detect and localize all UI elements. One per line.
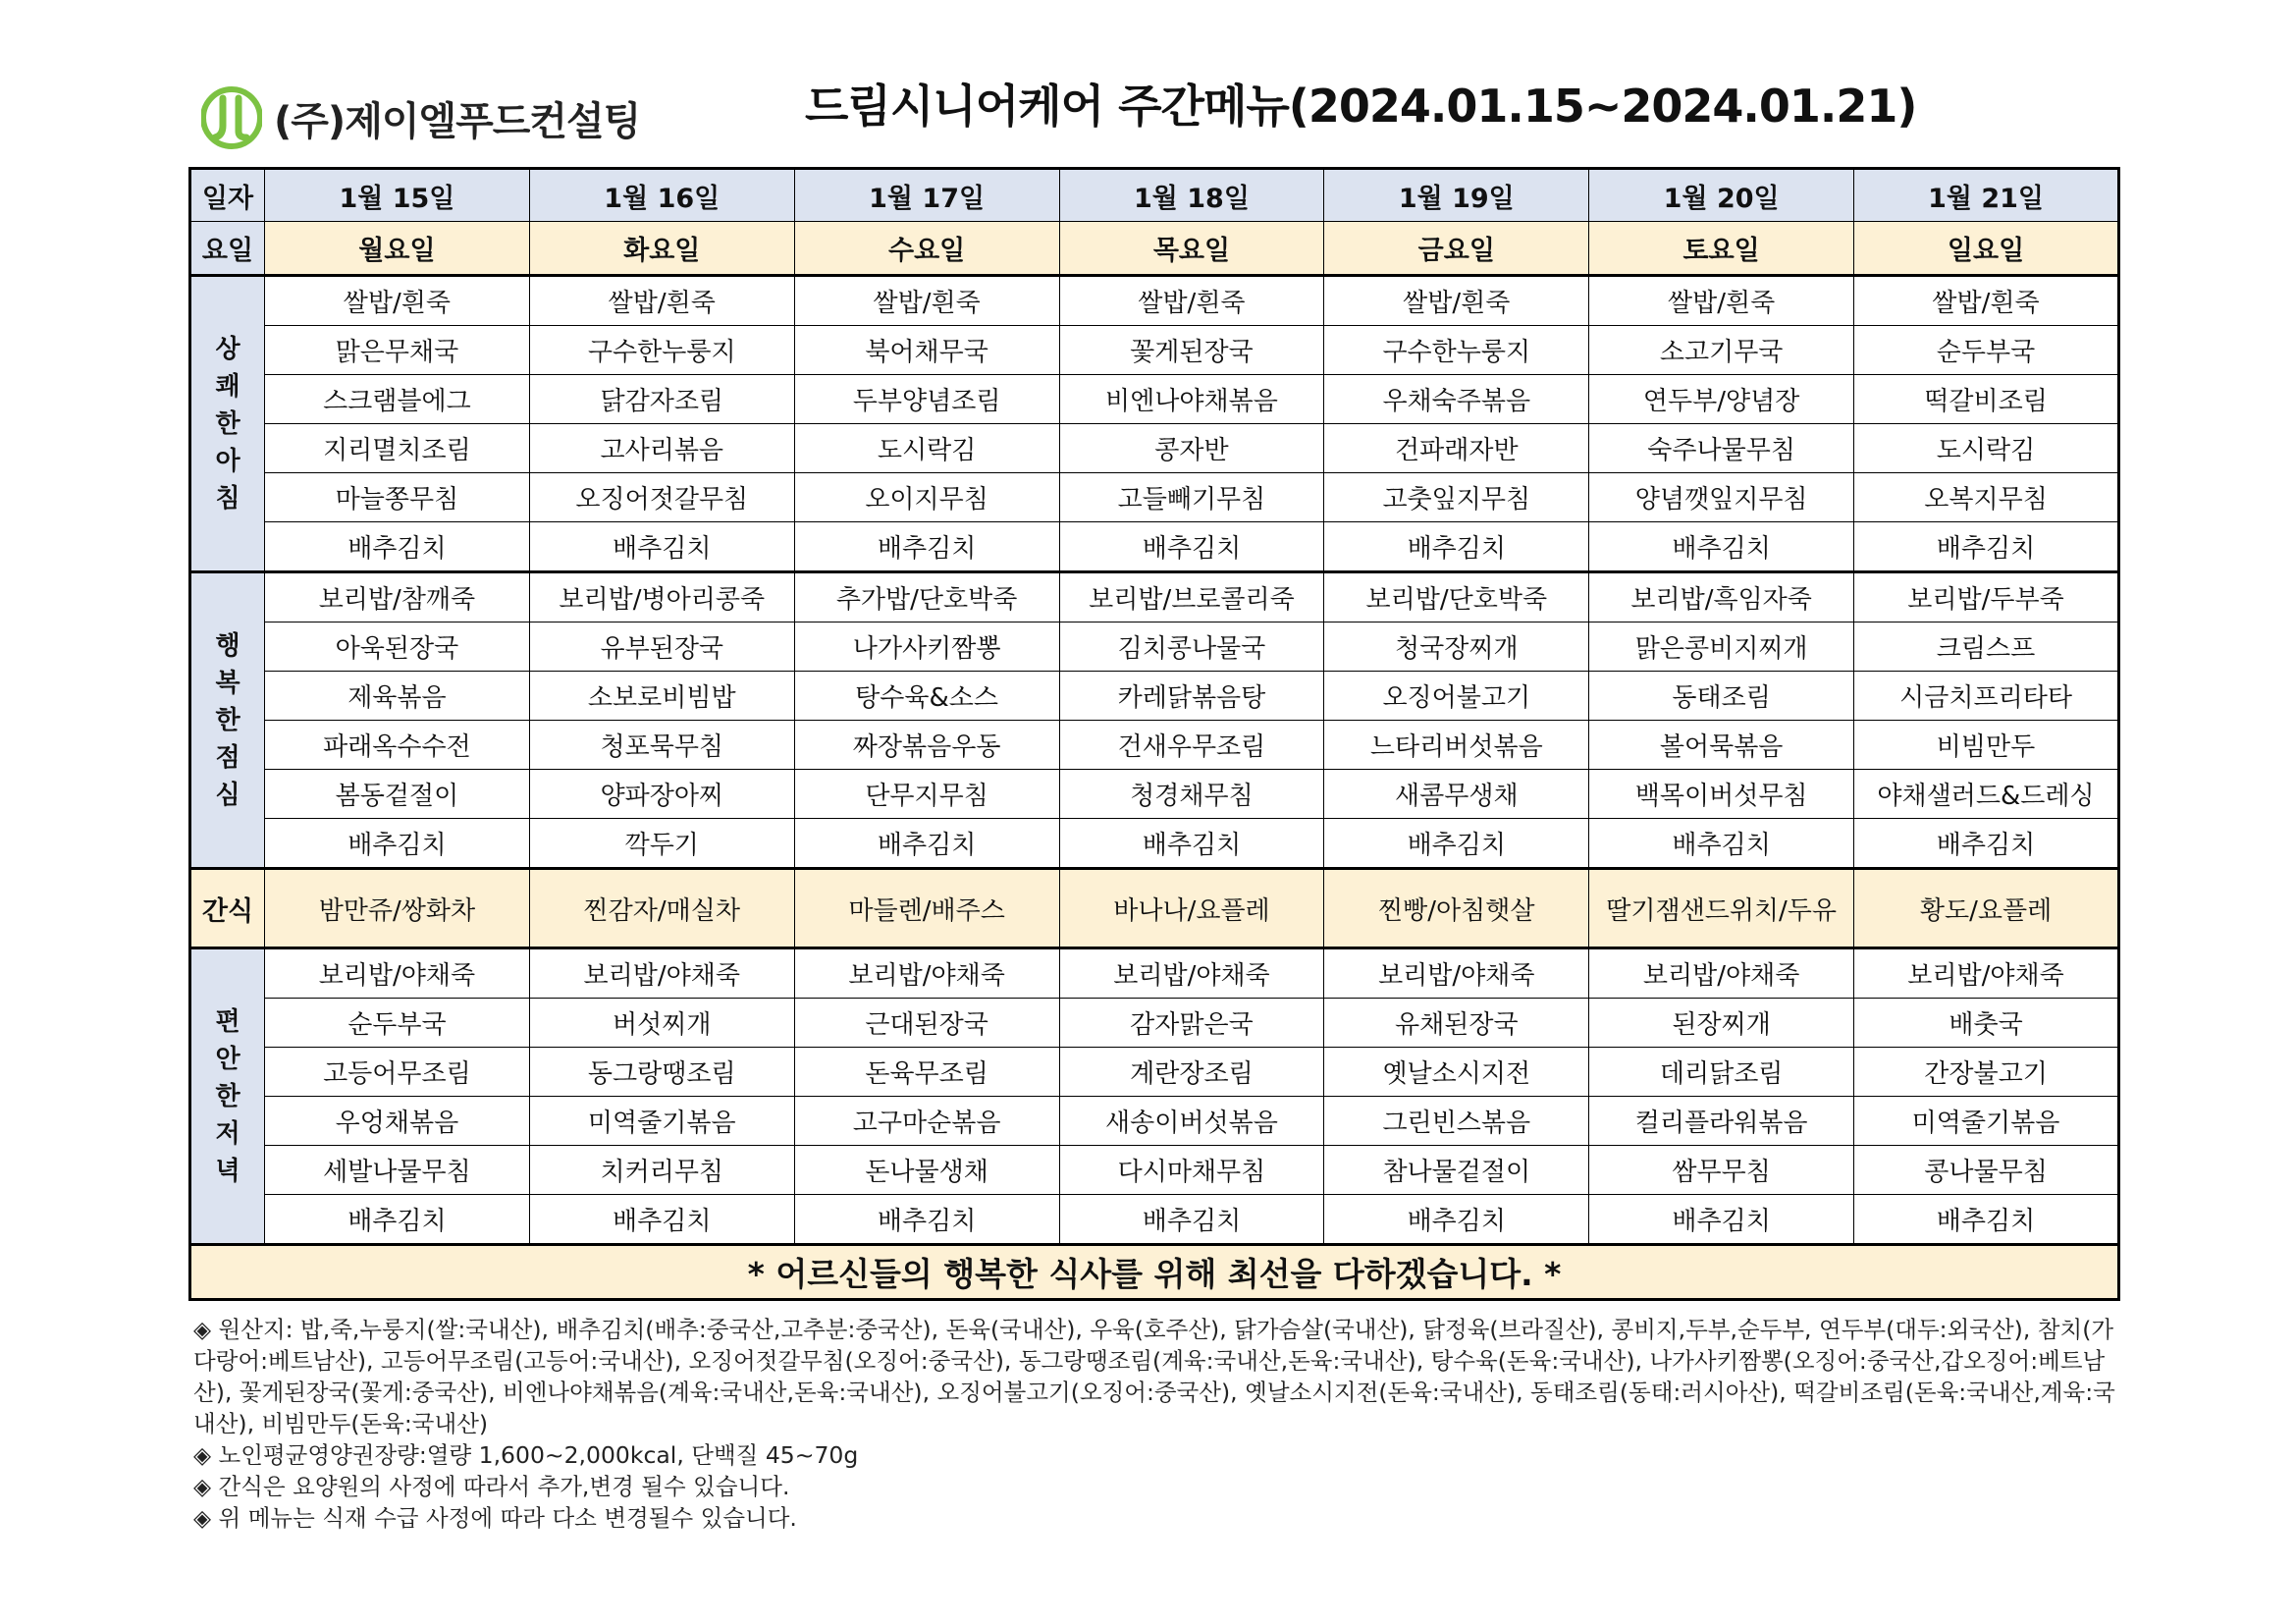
dinner-menu-item: 세발나물무침 (265, 1146, 530, 1195)
breakfast-label-char: 상 (215, 334, 240, 364)
breakfast-menu-item: 쌀밥/흰죽 (1059, 276, 1324, 326)
dinner-menu-item: 배춧국 (1854, 999, 2119, 1048)
lunch-menu-item: 맑은콩비지찌개 (1589, 623, 1854, 672)
dinner-menu-item: 배추김치 (1324, 1195, 1589, 1245)
dinner-menu-item: 치커리무침 (529, 1146, 794, 1195)
lunch-menu-item: 볼어묵볶음 (1589, 721, 1854, 770)
day-cell: 일요일 (1854, 222, 2119, 276)
dinner-menu-item: 유채된장국 (1324, 999, 1589, 1048)
lunch-menu-item: 느타리버섯볶음 (1324, 721, 1589, 770)
lunch-menu-item: 보리밥/병아리콩죽 (529, 572, 794, 623)
lunch-menu-item: 보리밥/두부죽 (1854, 572, 2119, 623)
breakfast-menu-item: 도시락김 (1854, 424, 2119, 473)
lunch-menu-item: 유부된장국 (529, 623, 794, 672)
lunch-menu-item: 배추김치 (794, 819, 1059, 869)
notes-section (193, 1314, 2117, 1534)
day-cell: 목요일 (1059, 222, 1324, 276)
dinner-row (190, 999, 2119, 1048)
dinner-menu-item: 보리밥/야채죽 (265, 948, 530, 999)
note-line: ◈ 원산지: 밥,죽,누룽지(쌀:국내산), 배추김치(배추:중국산,고추분:중국산), 돈육(국내산), 우육(호주산), 닭가슴살(국내산), 닭정육(브라질산), 콩비지,두부,순두부, 연두부(대두:외국산), 참치(가다랑어:베트남산), 고등어무조림(고등어:국내산), 오징어젓갈무침(오징어:중국산), 동그랑땡조림(계육:국내산,돈육:국내산), 탕수육(돈육:국내산), 나가사키짬뽕(오징어:중국산,갑오징어:베트남산), 꽃게된장국(꽃게:중국산), 비엔나야채볶음(계육:국내산,돈육:국내산), 오징어불고기(오징어:중국산), 옛날소시지전(돈육:국내산), 동태조림(동태:러시아산), 떡갈비조림(돈육:국내산,계육:국내산), 비빔만두(돈육:국내산) (193, 1316, 2115, 1437)
company-logo-icon (201, 81, 262, 155)
lunch-menu-item: 청국장찌개 (1324, 623, 1589, 672)
breakfast-menu-item: 고들빼기무침 (1059, 473, 1324, 522)
lunch-row (190, 623, 2119, 672)
breakfast-menu-item: 배추김치 (1854, 522, 2119, 572)
note-line: ◈ 노인평균영양권장량:열량 1,600~2,000kcal, 단백질 45~70g (193, 1441, 859, 1469)
date-cell: 1월 17일 (794, 169, 1059, 222)
date-cell: 1월 21일 (1854, 169, 2119, 222)
breakfast-row (190, 424, 2119, 473)
lunch-row (190, 770, 2119, 819)
dinner-menu-item: 돈육무조림 (794, 1048, 1059, 1097)
lunch-row (190, 672, 2119, 721)
snack-item: 찐감자/매실차 (529, 869, 794, 948)
dinner-menu-item: 데리닭조림 (1589, 1048, 1854, 1097)
lunch-menu-item: 단무지무침 (794, 770, 1059, 819)
lunch-menu-item: 짜장볶음우동 (794, 721, 1059, 770)
dinner-menu-item: 감자맑은국 (1059, 999, 1324, 1048)
breakfast-menu-item: 도시락김 (794, 424, 1059, 473)
breakfast-menu-item: 순두부국 (1854, 326, 2119, 375)
company-logo (201, 79, 640, 157)
lunch-menu-item: 김치콩나물국 (1059, 623, 1324, 672)
dinner-menu-item: 그린빈스볶음 (1324, 1097, 1589, 1146)
dinner-menu-item: 보리밥/야채죽 (1059, 948, 1324, 999)
lunch-menu-item: 나가사키짬뽕 (794, 623, 1059, 672)
dinner-menu-item: 보리밥/야채죽 (1589, 948, 1854, 999)
breakfast-menu-item: 건파래자반 (1324, 424, 1589, 473)
date-cell: 1월 15일 (265, 169, 530, 222)
breakfast-menu-item: 스크램블에그 (265, 375, 530, 424)
dinner-label-char: 저 (215, 1118, 240, 1149)
lunch-menu-item: 탕수육&소스 (794, 672, 1059, 721)
lunch-menu-item: 동태조림 (1589, 672, 1854, 721)
snack-item: 딸기잼샌드위치/두유 (1589, 869, 1854, 948)
dinner-menu-item: 보리밥/야채죽 (794, 948, 1059, 999)
day-cell: 화요일 (529, 222, 794, 276)
lunch-menu-item: 건새우무조림 (1059, 721, 1324, 770)
dinner-row (190, 1048, 2119, 1097)
snack-item: 황도/요플레 (1854, 869, 2119, 948)
lunch-menu-item: 백목이버섯무침 (1589, 770, 1854, 819)
dinner-label-char: 한 (215, 1081, 240, 1111)
dinner-menu-item: 계란장조림 (1059, 1048, 1324, 1097)
breakfast-menu-item: 연두부/양념장 (1589, 375, 1854, 424)
dinner-menu-item: 다시마채무침 (1059, 1146, 1324, 1195)
lunch-row (190, 819, 2119, 869)
dinner-label-char: 녁 (215, 1156, 240, 1186)
breakfast-label (190, 276, 265, 572)
note-line: ◈ 간식은 요양원의 사정에 따라서 추가,변경 될수 있습니다. (193, 1473, 790, 1500)
breakfast-menu-item: 오이지무침 (794, 473, 1059, 522)
dinner-menu-item: 배추김치 (1854, 1195, 2119, 1245)
dinner-menu-item: 간장불고기 (1854, 1048, 2119, 1097)
lunch-label (190, 572, 265, 869)
dinner-menu-item: 옛날소시지전 (1324, 1048, 1589, 1097)
snack-row (190, 869, 2119, 948)
dinner-row (190, 948, 2119, 999)
breakfast-menu-item: 고춧잎지무침 (1324, 473, 1589, 522)
breakfast-menu-item: 구수한누룽지 (1324, 326, 1589, 375)
breakfast-label-char: 쾌 (215, 371, 240, 402)
day-cell: 월요일 (265, 222, 530, 276)
breakfast-menu-item: 양념깻잎지무침 (1589, 473, 1854, 522)
breakfast-menu-item: 비엔나야채볶음 (1059, 375, 1324, 424)
breakfast-menu-item: 쌀밥/흰죽 (794, 276, 1059, 326)
dinner-menu-item: 보리밥/야채죽 (1854, 948, 2119, 999)
footer-message: * 어르신들의 행복한 식사를 위해 최선을 다하겠습니다. * (190, 1245, 2119, 1300)
dinner-label-char: 안 (215, 1044, 240, 1074)
breakfast-menu-item: 배추김치 (265, 522, 530, 572)
breakfast-menu-item: 쌀밥/흰죽 (1324, 276, 1589, 326)
breakfast-row (190, 522, 2119, 572)
breakfast-label-char: 한 (215, 408, 240, 439)
date-header-row (190, 169, 2119, 222)
dinner-menu-item: 보리밥/야채죽 (1324, 948, 1589, 999)
breakfast-row (190, 473, 2119, 522)
date-cell: 1월 16일 (529, 169, 794, 222)
lunch-menu-item: 야채샐러드&드레싱 (1854, 770, 2119, 819)
dinner-menu-item: 새송이버섯볶음 (1059, 1097, 1324, 1146)
breakfast-row (190, 375, 2119, 424)
page-title: 드림시니어케어 주간메뉴(2024.01.15~2024.01.21) (805, 80, 1917, 133)
breakfast-menu-item: 꽃게된장국 (1059, 326, 1324, 375)
lunch-label-char: 복 (215, 668, 240, 698)
lunch-label-char: 점 (215, 742, 240, 773)
dinner-row (190, 1097, 2119, 1146)
lunch-menu-item: 제육볶음 (265, 672, 530, 721)
lunch-menu-item: 배추김치 (1059, 819, 1324, 869)
lunch-menu-item: 새콤무생채 (1324, 770, 1589, 819)
lunch-menu-item: 보리밥/단호박죽 (1324, 572, 1589, 623)
dinner-menu-item: 미역줄기볶음 (529, 1097, 794, 1146)
dinner-menu-item: 배추김치 (794, 1195, 1059, 1245)
lunch-menu-item: 보리밥/흑임자죽 (1589, 572, 1854, 623)
lunch-menu-item: 배추김치 (1854, 819, 2119, 869)
dinner-menu-item: 배추김치 (265, 1195, 530, 1245)
lunch-menu-item: 아욱된장국 (265, 623, 530, 672)
day-label: 요일 (190, 222, 265, 276)
lunch-row (190, 721, 2119, 770)
lunch-menu-item: 배추김치 (1589, 819, 1854, 869)
lunch-menu-item: 추가밥/단호박죽 (794, 572, 1059, 623)
breakfast-menu-item: 쌀밥/흰죽 (1854, 276, 2119, 326)
breakfast-menu-item: 우채숙주볶음 (1324, 375, 1589, 424)
snack-label: 간식 (190, 869, 265, 948)
breakfast-menu-item: 배추김치 (529, 522, 794, 572)
lunch-menu-item: 청경채무침 (1059, 770, 1324, 819)
date-cell: 1월 18일 (1059, 169, 1324, 222)
dinner-menu-item: 컬리플라워볶음 (1589, 1097, 1854, 1146)
dinner-menu-item: 돈나물생채 (794, 1146, 1059, 1195)
breakfast-menu-item: 쌀밥/흰죽 (1589, 276, 1854, 326)
breakfast-menu-item: 배추김치 (794, 522, 1059, 572)
dinner-menu-item: 버섯찌개 (529, 999, 794, 1048)
breakfast-menu-item: 배추김치 (1059, 522, 1324, 572)
dinner-label-char: 편 (215, 1006, 240, 1037)
dinner-menu-item: 배추김치 (1059, 1195, 1324, 1245)
breakfast-label-char: 아 (215, 446, 240, 476)
dinner-menu-item: 고구마순볶음 (794, 1097, 1059, 1146)
day-header-row (190, 222, 2119, 276)
breakfast-menu-item: 쌀밥/흰죽 (265, 276, 530, 326)
snack-item: 찐빵/아침햇살 (1324, 869, 1589, 948)
date-cell: 1월 19일 (1324, 169, 1589, 222)
dinner-row (190, 1195, 2119, 1245)
lunch-menu-item: 보리밥/브로콜리죽 (1059, 572, 1324, 623)
lunch-label-char: 심 (215, 780, 240, 810)
dinner-menu-item: 참나물겉절이 (1324, 1146, 1589, 1195)
dinner-menu-item: 동그랑땡조림 (529, 1048, 794, 1097)
breakfast-menu-item: 배추김치 (1589, 522, 1854, 572)
dinner-menu-item: 미역줄기볶음 (1854, 1097, 2119, 1146)
lunch-row (190, 572, 2119, 623)
breakfast-menu-item: 배추김치 (1324, 522, 1589, 572)
breakfast-menu-item: 닭감자조림 (529, 375, 794, 424)
lunch-label-char: 한 (215, 705, 240, 735)
lunch-label-char: 행 (215, 630, 240, 661)
day-cell: 토요일 (1589, 222, 1854, 276)
footer-row (190, 1245, 2119, 1300)
breakfast-row (190, 276, 2119, 326)
note-line: ◈ 위 메뉴는 식재 수급 사정에 따라 다소 변경될수 있습니다. (193, 1504, 797, 1532)
dinner-row (190, 1146, 2119, 1195)
dinner-menu-item: 된장찌개 (1589, 999, 1854, 1048)
lunch-menu-item: 봄동겉절이 (265, 770, 530, 819)
breakfast-menu-item: 맑은무채국 (265, 326, 530, 375)
dinner-menu-item: 배추김치 (1589, 1195, 1854, 1245)
dinner-menu-item: 고등어무조림 (265, 1048, 530, 1097)
lunch-menu-item: 카레닭볶음탕 (1059, 672, 1324, 721)
weekly-menu-table (188, 167, 2120, 1301)
lunch-menu-item: 보리밥/참깨죽 (265, 572, 530, 623)
breakfast-row (190, 326, 2119, 375)
breakfast-menu-item: 오복지무침 (1854, 473, 2119, 522)
lunch-menu-item: 비빔만두 (1854, 721, 2119, 770)
day-cell: 금요일 (1324, 222, 1589, 276)
lunch-menu-item: 파래옥수수전 (265, 721, 530, 770)
company-name: (주)제이엘푸드컨설팅 (274, 98, 641, 144)
snack-item: 밤만쥬/쌍화차 (265, 869, 530, 948)
lunch-menu-item: 크림스프 (1854, 623, 2119, 672)
snack-item: 마들렌/배주스 (794, 869, 1059, 948)
lunch-menu-item: 깍두기 (529, 819, 794, 869)
breakfast-menu-item: 북어채무국 (794, 326, 1059, 375)
dinner-label (190, 948, 265, 1245)
lunch-menu-item: 소보로비빔밥 (529, 672, 794, 721)
breakfast-label-char: 침 (215, 483, 240, 514)
breakfast-menu-item: 마늘쫑무침 (265, 473, 530, 522)
lunch-menu-item: 오징어불고기 (1324, 672, 1589, 721)
dinner-menu-item: 쌈무무침 (1589, 1146, 1854, 1195)
dinner-menu-item: 배추김치 (529, 1195, 794, 1245)
breakfast-menu-item: 오징어젓갈무침 (529, 473, 794, 522)
breakfast-menu-item: 소고기무국 (1589, 326, 1854, 375)
snack-item: 바나나/요플레 (1059, 869, 1324, 948)
lunch-menu-item: 시금치프리타타 (1854, 672, 2119, 721)
date-cell: 1월 20일 (1589, 169, 1854, 222)
breakfast-menu-item: 지리멸치조림 (265, 424, 530, 473)
breakfast-menu-item: 쌀밥/흰죽 (529, 276, 794, 326)
breakfast-menu-item: 구수한누룽지 (529, 326, 794, 375)
day-cell: 수요일 (794, 222, 1059, 276)
lunch-menu-item: 양파장아찌 (529, 770, 794, 819)
breakfast-menu-item: 떡갈비조림 (1854, 375, 2119, 424)
breakfast-menu-item: 두부양념조림 (794, 375, 1059, 424)
dinner-menu-item: 순두부국 (265, 999, 530, 1048)
lunch-menu-item: 배추김치 (265, 819, 530, 869)
lunch-menu-item: 청포묵무침 (529, 721, 794, 770)
dinner-menu-item: 보리밥/야채죽 (529, 948, 794, 999)
breakfast-menu-item: 고사리볶음 (529, 424, 794, 473)
dinner-menu-item: 근대된장국 (794, 999, 1059, 1048)
date-label: 일자 (190, 169, 265, 222)
lunch-menu-item: 배추김치 (1324, 819, 1589, 869)
dinner-menu-item: 콩나물무침 (1854, 1146, 2119, 1195)
breakfast-menu-item: 숙주나물무침 (1589, 424, 1854, 473)
dinner-menu-item: 우엉채볶음 (265, 1097, 530, 1146)
breakfast-menu-item: 콩자반 (1059, 424, 1324, 473)
